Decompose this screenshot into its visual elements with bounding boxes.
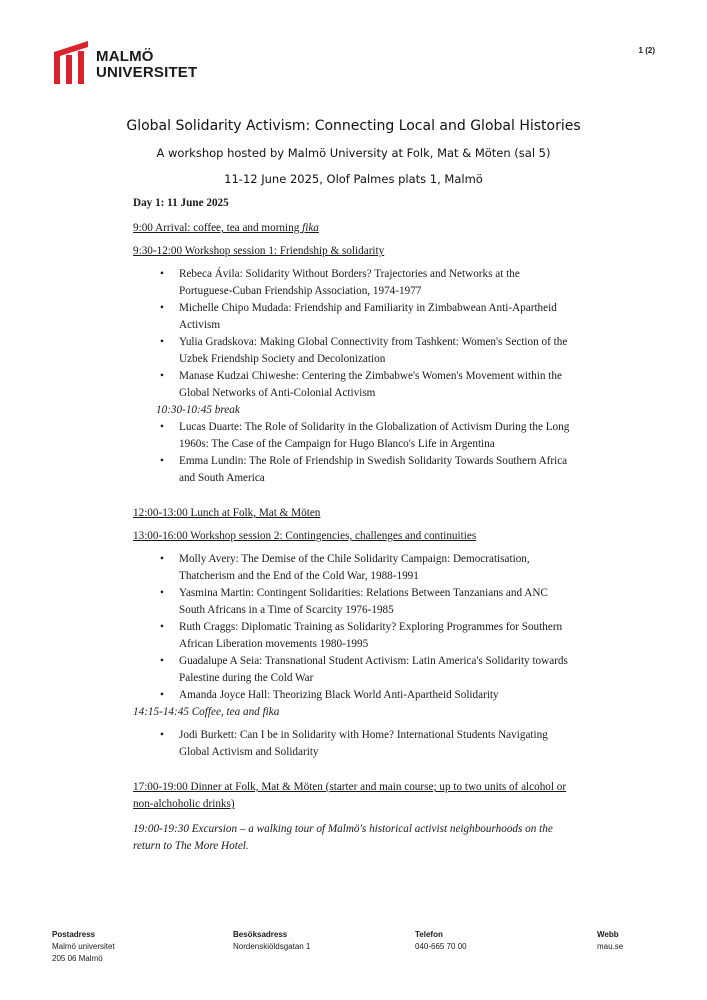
university-logo xyxy=(52,40,202,86)
session1-heading: 9:30-12:00 Workshop session 1: Friendship & solidarity xyxy=(133,245,385,257)
footer-value: 205 06 Malmö xyxy=(52,954,103,963)
arrival-line xyxy=(133,220,573,237)
footer-label: Besöksadress xyxy=(233,930,288,939)
arrival-fika: fika xyxy=(302,222,319,234)
arrival-text: 9:00 Arrival: coffee, tea and morning xyxy=(133,222,303,234)
university-logo-icon xyxy=(52,40,90,86)
dinner-line: 17:00-19:00 Dinner at Folk, Mat & Möten (starter and main course; up to two units of alcohol or non-alchoholic drinks) xyxy=(133,781,567,810)
list-item: • Molly Avery: The Demise of the Chile Solidarity Campaign: Democratisation, Thatcherism and the End of the Cold War, 1988-1991 xyxy=(179,551,573,585)
session1-list-a xyxy=(133,266,573,402)
list-item: • Ruth Craggs: Diplomatic Training as Solidarity? Exploring Programmes for Southern African Liberation movements 1980-1995 xyxy=(179,619,573,653)
page-number: 1 (2) xyxy=(638,46,655,55)
footer-link[interactable]: mau.se xyxy=(597,942,624,951)
list-item: • Emma Lundin: The Role of Friendship in Swedish Solidarity Towards Southern Africa and South America xyxy=(179,453,573,487)
list-item: • Manase Kudzai Chiweshe: Centering the Zimbabwe's Women's Movement within the Global Networks of Anti-Colonial Activism xyxy=(179,368,573,402)
list-item: • Michelle Chipo Mudada: Friendship and Familiarity in Zimbabwean Anti-Apartheid Activism xyxy=(179,300,573,334)
footer-besoksadress xyxy=(233,929,310,953)
logo-wordmark xyxy=(96,49,197,81)
footer-label: Telefon xyxy=(415,930,443,939)
footer-value: 040-665 70 00 xyxy=(415,942,467,951)
lunch-line: 12:00-13:00 Lunch at Folk, Mat & Möten xyxy=(133,507,321,519)
session2-list-a xyxy=(133,551,573,704)
logo-line-1: MALMÖ xyxy=(96,48,154,65)
footer-webb xyxy=(597,929,623,953)
footer-value: Malmö universitet xyxy=(52,942,115,951)
list-item: • Guadalupe A Seia: Transnational Student Activism: Latin America's Solidarity towards Palestine during the Cold War xyxy=(179,653,573,687)
session2-list-b xyxy=(133,727,573,761)
list-item: • Lucas Duarte: The Role of Solidarity in the Globalization of Activism During the Long 1960s: The Case of the Campaign for Hugo Blanco's Life in Argentina xyxy=(179,419,573,453)
excursion-line: 19:00-19:30 Excursion – a walking tour of Malmö's historical activist neighbourhoods on the return to The More Hotel. xyxy=(133,823,553,852)
footer-telefon xyxy=(415,929,467,953)
footer-label: Webb xyxy=(597,930,619,939)
day-heading: Day 1: 11 June 2025 xyxy=(133,197,229,209)
list-item: • Yasmina Martin: Contingent Solidarities: Relations Between Tanzanians and ANC South Africans in a Time of Scarcity 1976-1985 xyxy=(179,585,573,619)
list-item: • Amanda Joyce Hall: Theorizing Black World Anti-Apartheid Solidarity xyxy=(179,687,573,704)
session1-list-b xyxy=(133,419,573,487)
document-subtitle: A workshop hosted by Malmö University at Folk, Mat & Möten (sal 5) xyxy=(156,146,551,160)
list-item: • Yulia Gradskova: Making Global Connectivity from Tashkent: Women's Section of the Uzbek Friendship Society and Decolonization xyxy=(179,334,573,368)
document-dates: 11-12 June 2025, Olof Palmes plats 1, Malmö xyxy=(224,172,483,186)
footer-value: Nordenskiöldsgatan 1 xyxy=(233,942,311,951)
list-item: • Rebeca Ávila: Solidarity Without Borders? Trajectories and Networks at the Portuguese-Cuban Friendship Association, 1974-1977 xyxy=(179,266,573,300)
logo-line-2: UNIVERSITET xyxy=(96,64,198,81)
footer-postadress xyxy=(52,929,115,965)
footer-label: Postadress xyxy=(52,930,96,939)
session2-heading: 13:00-16:00 Workshop session 2: Contingencies, challenges and continuities xyxy=(133,530,477,542)
list-item: • Jodi Burkett: Can I be in Solidarity with Home? International Students Navigating Global Activism and Solidarity xyxy=(179,727,573,761)
document-title: Global Solidarity Activism: Connecting Local and Global Histories xyxy=(126,118,581,134)
program-body xyxy=(133,195,573,855)
session1-break: 10:30-10:45 break xyxy=(156,404,240,416)
session2-break: 14:15-14:45 Coffee, tea and fika xyxy=(133,706,280,718)
